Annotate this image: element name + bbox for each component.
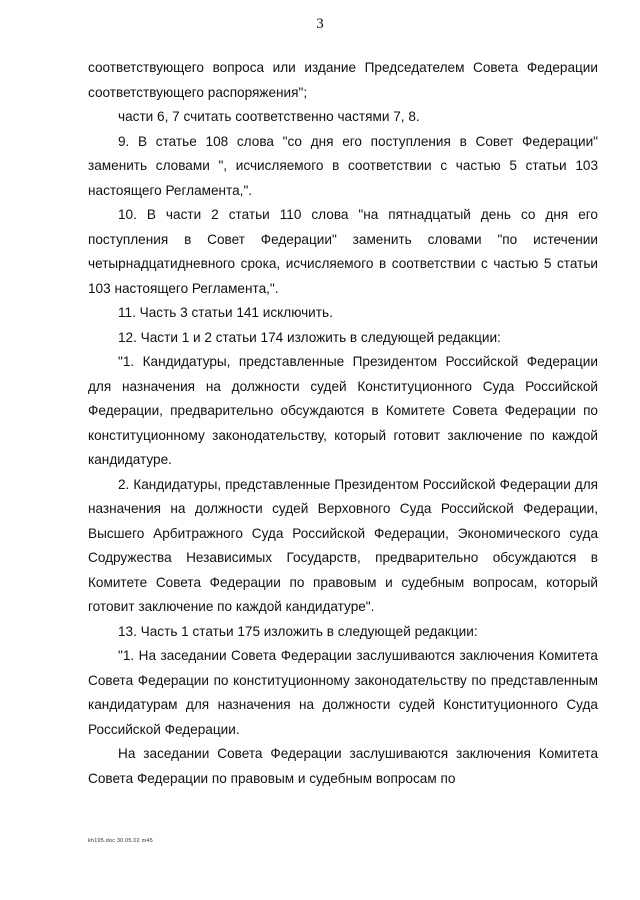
paragraph: 9. В статье 108 слова "со дня его поступления в Совет Федерации" заменить словами ", исчисляемого в соответствии с частью 5 статьи 103 настоящего Регламента,". (88, 133, 598, 198)
paragraph: части 6, 7 считать соответственно частями 7, 8. (118, 109, 420, 124)
paragraph: 10. В части 2 статьи 110 слова "на пятнадцатый день со дня его поступления в Совет Федерации" заменить словами "по истечении четырнадцатидневного срока, исчисляемого в соответствии с частью 5 статьи 103 настоящего Регламента,". (88, 207, 598, 296)
page-number: 3 (316, 16, 324, 32)
paragraph: 13. Часть 1 статьи 175 изложить в следующей редакции: (118, 623, 478, 639)
document-body (88, 56, 598, 791)
paragraph: 11. Часть 3 статьи 141 исключить. (118, 305, 333, 320)
paragraph: "1. На заседании Совета Федерации заслушиваются заключения Комитета Совета Федерации по конституционному законодательству по представленным кандидатурам для назначения на должности судей Конституционного Суда Российской Федерации. (88, 648, 598, 737)
paragraph: соответствующего вопроса или издание Председателем Совета Федерации соответствующего распоряжения"; (88, 60, 598, 100)
paragraph: 2. Кандидатуры, представленные Президентом Российской Федерации для назначения на должности судей Верховного Суда Российской Федерации, Высшего Арбитражного Суда Российской Федерации, Экономического суда Содружества Независимых Государств, предварительно обсуждаются в Комитете Совета Федерации по правовым и судебным вопросам, который готовит заключение по каждой кандидатуре". (88, 476, 598, 614)
paragraph: "1. Кандидатуры, представленные Президентом Российской Федерации для назначения на должности судей Конституционного Суда Российской Федерации, предварительно обсуждаются в Комитете Совета Федерации по конституционному законодательству, который готовит заключение по каждой кандидатуре. (88, 354, 598, 467)
paragraph: 12. Части 1 и 2 статьи 174 изложить в следующей редакции: (118, 329, 501, 345)
paragraph: На заседании Совета Федерации заслушиваются заключения Комитета Совета Федерации по правовым и судебным вопросам по (88, 746, 598, 786)
file-footer-mark: kh195.doc 30.05.02 m45 (88, 838, 153, 844)
